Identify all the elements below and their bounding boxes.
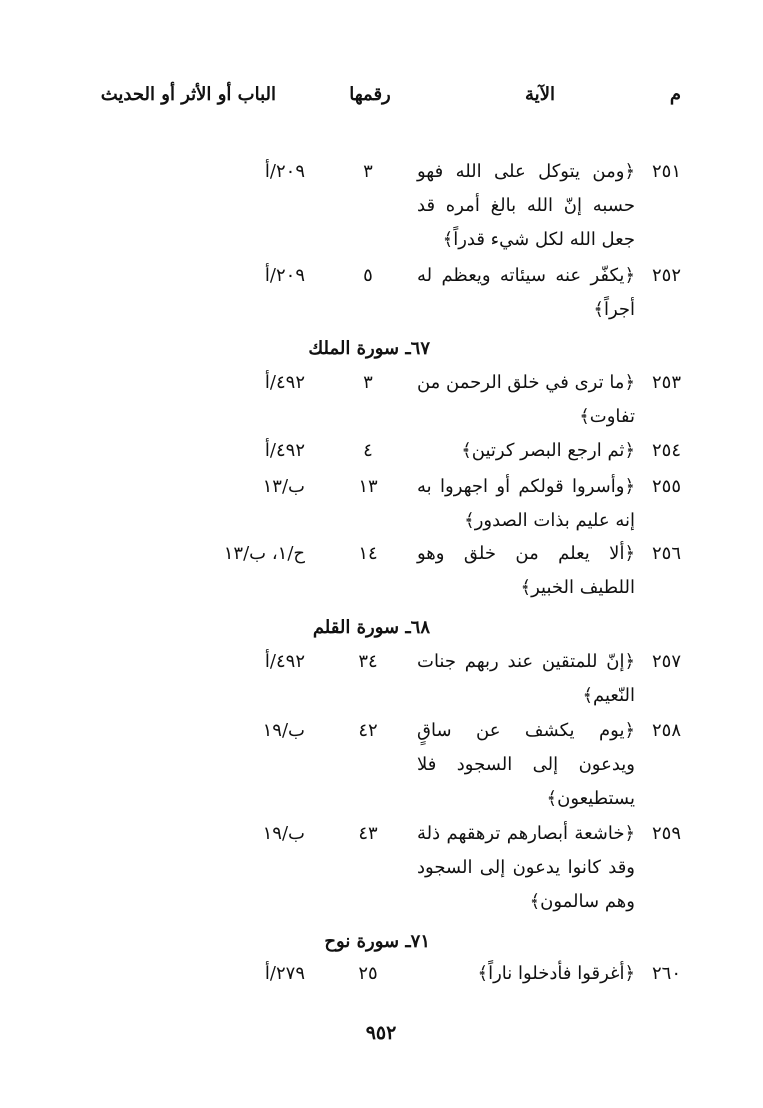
entry-number: ٢٥٧ [651,651,681,672]
ayah-text: ﴿ثم ارجع البصر كرتين﴾ [461,440,635,461]
source-ref: ٢٠٩/أ [264,161,305,182]
ayah-index: ٤٢ [358,720,378,741]
source-ref: ب/١٩ [262,823,305,844]
header-ayah: الآية [525,84,555,105]
ayah-index: ٣ [363,161,373,182]
source-ref: ٢٠٩/أ [264,265,305,286]
entry-number: ٢٥٣ [651,372,681,393]
page-number: ٩٥٢ [365,1022,397,1044]
surah-heading: ٧١ـ سورة نوح [324,931,430,952]
surah-heading: ٦٧ـ سورة الملك [308,338,430,359]
surah-heading: ٦٨ـ سورة القلم [312,617,430,638]
entry-number: ٢٥٩ [651,823,681,844]
ayah-text: ﴿ما ترى في خلق الرحمن من تفاوت﴾ [416,372,635,427]
header-source: الباب أو الأثر أو الحديث [100,84,276,105]
ayah-text: ﴿وأسروا قولكم أو اجهروا به إنه عليم بذات الصدور﴾ [417,476,635,531]
entry-number: ٢٥٥ [651,476,681,497]
ayah-index: ٢٥ [358,963,378,984]
source-ref: ٢٧٩/أ [264,963,305,984]
ayah-index: ١٤ [358,543,378,564]
source-ref: ٤٩٢/أ [264,440,305,461]
ayah-text: ﴿ألا يعلم من خلق وهو اللطيف الخبير﴾ [417,543,635,598]
entry-number: ٢٥٨ [651,720,681,741]
ayah-index: ١٣ [358,476,378,497]
ayah-index: ٥ [363,265,373,286]
ayah-text: ﴿خاشعة أبصارهم ترهقهم ذلة وقد كانوا يدعون إلى السجود وهم سالمون﴾ [417,823,635,912]
ayah-index: ٣٤ [358,651,378,672]
entry-number: ٢٦٠ [651,963,681,984]
source-ref: ٤٩٢/أ [264,372,305,393]
entry-number: ٢٥٤ [651,440,681,461]
ayah-text: ﴿ومن يتوكل على الله فهو حسبه إنّ الله بالغ أمره قد جعل الله لكل شيء قدراً﴾ [417,161,635,250]
ayah-text: ﴿يكفّر عنه سيئاته ويعظم له أجراً﴾ [417,265,635,320]
ayah-index: ٤ [363,440,373,461]
ayah-index: ٣ [363,372,373,393]
header-m: م [669,84,681,105]
ayah-text: ﴿يوم يكشف عن ساقٍ ويدعون إلى السجود فلا يستطيعون﴾ [417,720,635,809]
source-ref: ٤٩٢/أ [264,651,305,672]
header-number: رقمها [349,84,391,105]
ayah-text: ﴿أغرقوا فأدخلوا ناراً﴾ [477,963,635,984]
ayah-index: ٤٣ [358,823,378,844]
source-ref: ح/١، ب/١٣ [223,543,305,564]
entry-number: ٢٥٦ [651,543,681,564]
entry-number: ٢٥٢ [651,265,681,286]
source-ref: ب/١٣ [262,476,305,497]
entry-number: ٢٥١ [651,161,681,182]
source-ref: ب/١٩ [262,720,305,741]
ayah-text: ﴿إنّ للمتقين عند ربهم جنات النّعيم﴾ [417,651,635,706]
